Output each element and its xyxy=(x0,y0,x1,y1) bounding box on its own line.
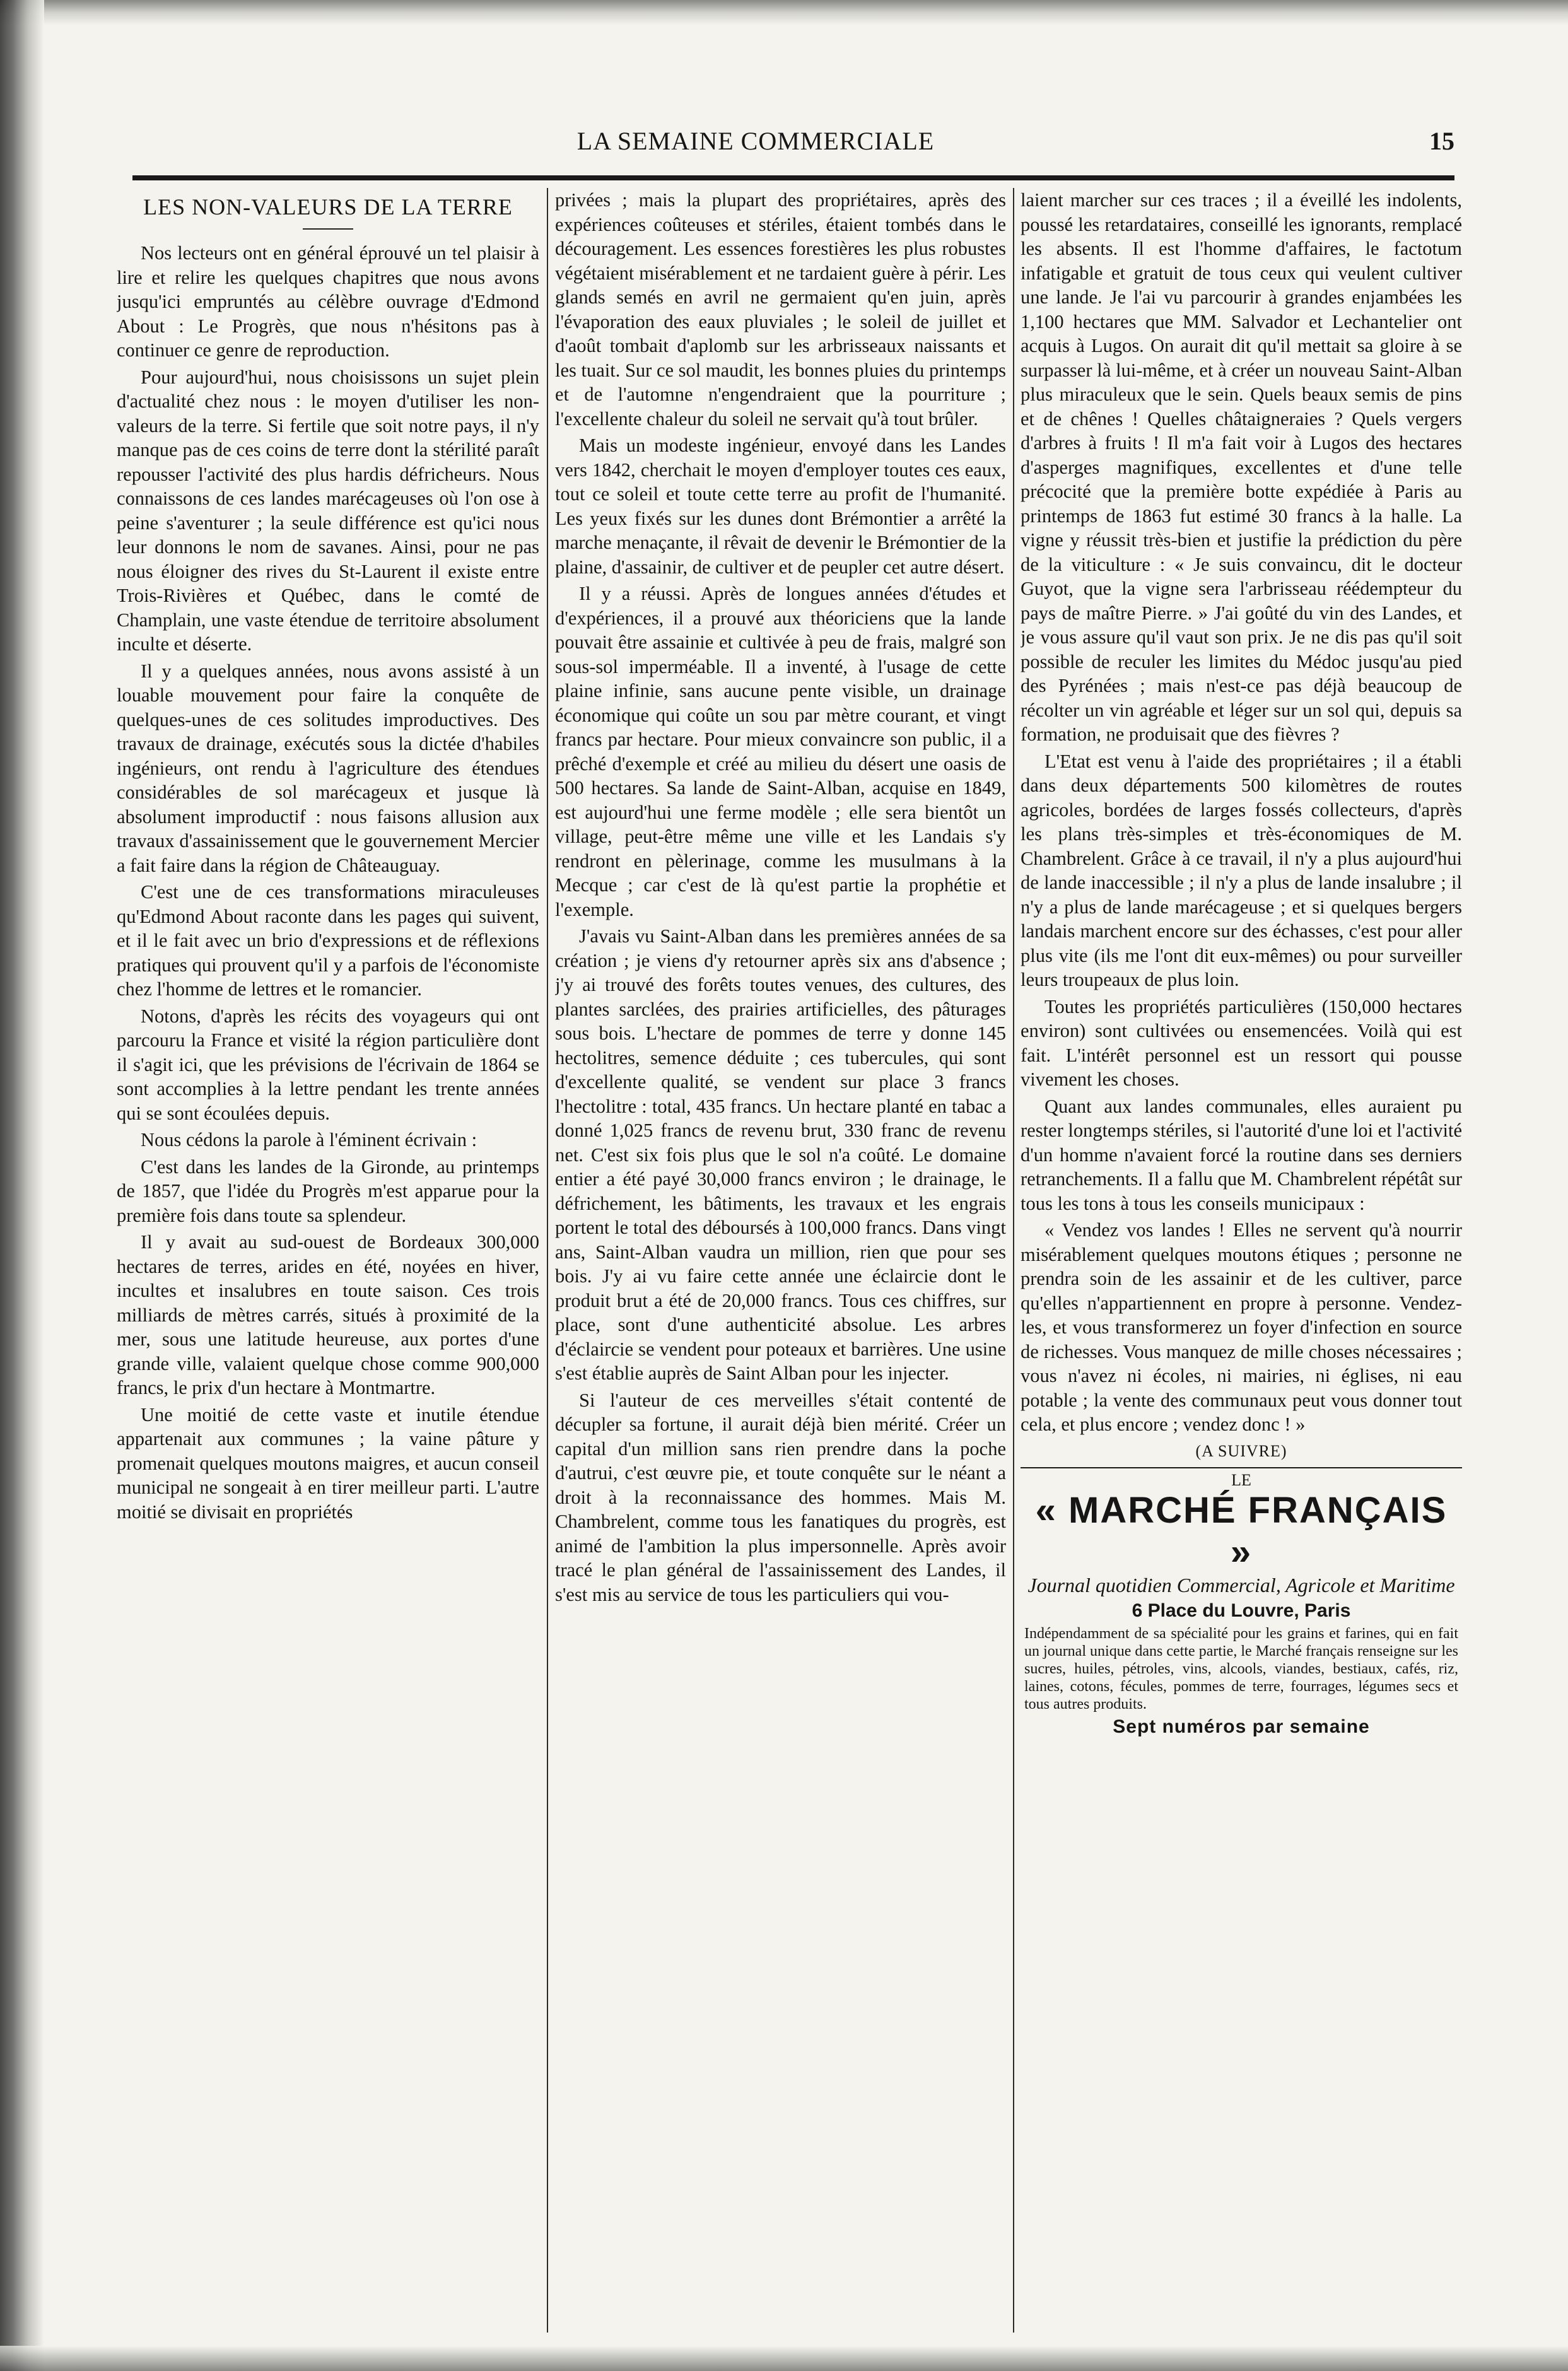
paragraph: J'avais vu Saint-Alban dans les premières années de sa création ; je viens d'y retourner après six ans d'absence ; j'y ai trouvé des forêts toutes venues, des cultures, des plantes sarclées, des prairies artificielles, des pâturages sous bois. L'hectare de pommes de terre y donne 145 hectolitres, semence déduite ; ces tubercules, qui sont d'excellente qualité, se vendent sur place 3 francs l'hectolitre : total, 435 francs. Un hectare planté en tabac a donné 1,025 francs de revenu brut, 330 franc de revenu net. C'est six fois plus que le sol n'a coûté. Le domaine entier a été payé 30,000 francs environ ; le drainage, le défrichement, les bâtiments, les travaux et les engrais portent le total des déboursés à 100,000 francs. Dans vingt ans, Saint-Alban vaudra un million, rien que pour ses bois. J'y ai vu faire cette année une éclaircie dont le produit brut a été de 20,000 francs. Tous ces chiffres, sur place, sont d'une authenticité absolue. Les arbres d'éclaircie se vendent pour poteaux et barrières. Une usine s'est établie auprès de Saint Alban pour les injecter. xyxy=(555,925,1006,1384)
paragraph: Quant aux landes communales, elles auraient pu rester longtemps stériles, si l'autorité d'une loi et l'activité d'un homme n'avaient forcé la routine dans ses derniers retranchements. Il a fallu que M. Chambrelent répétât sur tous les tons à tous les conseils municipaux : xyxy=(1021,1095,1462,1214)
paragraph: Si l'auteur de ces merveilles s'était contenté de décupler sa fortune, il aurait déjà bien mérité. Créer un capital d'un million sans rien prendre dans la poche d'autrui, c'est œuvre pie, et toute conquête sur le néant a droit à la reconnaissance des hommes. Mais M. Chambrelent, comme tous les fanatiques du progrès, est animé de l'ambition la plus impersonnelle. Après avoir tracé le plan général de l'assainissement des Landes, il s'est mis au service de tous les particuliers qui vou- xyxy=(555,1389,1006,1605)
ad-frequency: Sept numéros par semaine xyxy=(1113,1716,1370,1737)
ad-address: 6 Place du Louvre, Paris xyxy=(1132,1600,1351,1621)
advertisement xyxy=(1021,1467,1462,1738)
column-3 xyxy=(1021,188,1462,2345)
publication-title: LA SEMAINE COMMERCIALE xyxy=(576,127,935,155)
column-2 xyxy=(555,188,1006,2345)
paragraph: Mais un modeste ingénieur, envoyé dans les Landes vers 1842, cherchait le moyen d'employer toutes ces eaux, tout ce soleil et toute cette terre au profit de l'humanité. Les yeux fixés sur les dunes dont Brémontier a arrêté la marche menaçante, il rêvait de devenir le Brémontier de la plaine, d'assainir, de cultiver et de peupler cet autre désert. xyxy=(555,435,1006,578)
paragraph: Il y a quelques années, nous avons assisté à un louable mouvement pour faire la conquête de quelques-unes de ces solitudes improductives. Des travaux de drainage, exécutés sous la dictée d'habiles ingénieurs, ont rendu à l'agriculture des étendues considérables de sol marécageux et jusque là absolument improductif : nous faisons allusion aux travaux d'assainissement que le gouvernement Mercier a fait faire dans la région de Châteauguay. xyxy=(117,660,539,876)
ad-article: LE xyxy=(1231,1471,1251,1489)
column-divider xyxy=(547,188,548,2333)
paragraph: Nous cédons la parole à l'éminent écrivain : xyxy=(141,1129,477,1150)
ad-newspaper-name: « MARCHÉ FRANÇAIS » xyxy=(1035,1490,1448,1572)
ad-tagline: Journal quotidien Commercial, Agricole et Maritime xyxy=(1027,1574,1455,1596)
paragraph: L'Etat est venu à l'aide des propriétaires ; il a établi dans deux départements 500 kilomètres de routes agricoles, bordées de larges fossés collecteurs, d'après les plans très-simples et très-économiques de M. Chambrelent. Grâce à ce travail, il n'y a plus aujourd'hui de lande inaccessible ; il n'y a plus de lande insalubre ; il n'y a plus de lande marécageuse ; et si quelques bergers landais marchent encore sur des échasses, c'est pour aller plus vite (ils me l'ont dit eux-mêmes) ou pour surveiller leurs troupeaux de plus loin. xyxy=(1021,750,1462,990)
article-title: LES NON-VALEURS DE LA TERRE xyxy=(143,194,513,220)
paragraph: C'est une de ces transformations miraculeuses qu'Edmond About raconte dans les pages qui suivent, et il le fait avec un brio d'expressions et de réflexions pratiques qui prouvent qu'il y a parfois de l'économiste chez l'homme de lettres et le romancier. xyxy=(117,881,539,1000)
column-divider xyxy=(1013,188,1014,2333)
paragraph: Une moitié de cette vaste et inutile étendue appartenait aux communes ; la vaine pâture y promenait quelques moutons maigres, et aucun conseil municipal ne songeait à en tirer meilleur parti. L'autre moitié se divisait en propriétés xyxy=(117,1403,539,1523)
scan-edge-bottom xyxy=(0,2346,1568,2371)
paragraph: laient marcher sur ces traces ; il a éveillé les indolents, poussé les retardataires, conseillé les ignorants, remplacé les absents. Il est l'homme d'affaires, le factotum infatigable et gratuit de tous ceux qui veulent cultiver une lande. Je l'ai vu parcourir à grandes enjambées les 1,100 hectares que MM. Salvador et Lechantelier ont acquis à Lugos. On aurait dit qu'il mettait sa gloire à se surpasser là lui-même, et à créer un nouveau Saint-Alban plus miraculeux que le sein. Quels beaux semis de pins et de chênes ! Quelles châtaigneraies ? Quels vergers d'arbres à fruits ! Il m'a fait voir à Lugos des hectares d'asperges magnifiques, excellentes et d'une telle précocité que la première botte expédiée à Paris au printemps de 1863 fut estimé 30 francs à la halle. La vigne y réussit très-bien et justifie la prédiction du père de la viticulture : « Je suis convaincu, dit le docteur Guyot, que la vigne sera l'arbrisseau réédempteur du pays de maître Pierre. » J'ai goûté du vin des Landes, et je vous assure qu'il vaut son prix. Je ne dis pas qu'il soit possible de reculer les limites du Médoc jusqu'au pied des Pyrénées ; mais n'est-ce pas déjà beaucoup de récolter un vin agréable et léger sur un sol qui, depuis sa formation, ne produisait que des fièvres ? xyxy=(1021,189,1462,745)
ad-description: Indépendamment de sa spécialité pour les grains et farines, qui en fait un journal unique dans cette partie, le Marché français renseigne sur les sucres, huiles, pétroles, vins, alcools, viandes, bestiaux, cafés, riz, laines, cotons, fécules, pommes de terre, fourrages, légumes secs et tous autres produits. xyxy=(1024,1625,1458,1712)
column-1 xyxy=(117,188,539,2345)
page-number: 15 xyxy=(1429,127,1454,155)
page-header xyxy=(57,126,1454,164)
scan-edge-top xyxy=(0,0,1568,25)
paragraph: Nos lecteurs ont en général éprouvé un tel plaisir à lire et relire les quelques chapitres que nous avons jusqu'ici empruntés au célèbre ouvrage d'Edmond About : Le Progrès, que nous n'hésitons pas à continuer ce genre de reproduction. xyxy=(117,242,539,361)
to-be-continued: (A SUIVRE) xyxy=(1195,1441,1287,1460)
header-rule xyxy=(132,175,1454,180)
paragraph: Toutes les propriétés particulières (150,000 hectares environ) sont cultivées ou ensemencées. Voilà qui est fait. L'intérêt personnel est un ressort qui pousse vivement les choses. xyxy=(1021,995,1462,1090)
scan-edge-left xyxy=(0,0,44,2371)
paragraph: Pour aujourd'hui, nous choisissons un sujet plein d'actualité chez nous : le moyen d'utiliser les non-valeurs de la terre. Si fertile que soit notre pays, il n'y manque pas de ces coins de terre dont la stérilité paraît repousser l'activité des plus hardis défricheurs. Nous connaissons de ces landes marécageuses où l'on ose à peine s'aventurer ; la seule différence est qu'ici nous leur donnons le nom de savanes. Ainsi, pour ne pas nous éloigner des rives du St-Laurent il existe entre Trois-Rivières et Québec, dans le comté de Champlain, une vaste étendue de territoire absolument inculte et déserte. xyxy=(117,366,539,655)
paragraph: Notons, d'après les récits des voyageurs qui ont parcouru la France et visité la région particulière dont il s'agit ici, que les prévisions de l'écrivain de 1864 se sont accomplies à la lettre pendant les trente années qui se sont écoulées depuis. xyxy=(117,1005,539,1124)
paragraph: privées ; mais la plupart des propriétaires, après des expériences coûteuses et stériles, étaient tombés dans le découragement. Les essences forestières les plus robustes végétaient misérablement et ne tardaient guère à périr. Les glands semés en avril ne germaient qu'en juin, après l'évaporation des eaux pluviales ; le soleil de juillet et d'août tombait d'aplomb sur les arbrisseaux naissants et les tuait. Sur ce sol maudit, les bonnes pluies du printemps et de l'automne n'engendraient que la pourriture ; l'excellente chaleur du soleil ne servait qu'à tout brûler. xyxy=(555,189,1006,430)
title-dash xyxy=(303,228,353,230)
paragraph: Il y avait au sud-ouest de Bordeaux 300,000 hectares de terres, arides en été, noyées en hiver, incultes et insalubres en toute saison. Ces trois milliards de mètres carrés, situés à proximité de la mer, sous une latitude heureuse, aux portes d'une grande ville, valaient quelque chose comme 900,000 francs, le prix d'un hectare à Montmartre. xyxy=(117,1231,539,1398)
paragraph: Il y a réussi. Après de longues années d'études et d'expériences, il a prouvé aux théoriciens que la lande pouvait être assainie et cultivée à peu de frais, malgré son sous-sol imperméable. Il a inventé, à l'usage de cette plaine infinie, sans aucune pente visible, un drainage économique qui coûte un sou par mètre courant, et vingt francs par hectare. Pour mieux convaincre son public, il a prêché d'exemple et créé au milieu du désert une oasis de 500 hectares. Sa lande de Saint-Alban, acquise en 1849, est aujourd'hui une ferme modèle ; elle sera bientôt un village, peut-être même une ville et les Landais s'y rendront en pèlerinage, comme les musulmans à la Mecque ; car c'est de là qu'est partie la prophétie et l'exemple. xyxy=(555,583,1006,920)
paragraph: « Vendez vos landes ! Elles ne servent qu'à nourrir misérablement quelques moutons étiques ; personne ne prendra soin de les assainir et de les cultiver, parce qu'elles n'appartiennent en propre à personne. Vendez-les, et vous transformerez un foyer d'infection en source de richesses. Vous manquez de mille choses nécessaires ; vous n'avez ni écoles, ni mairies, ni églises, ni eau potable ; la vente des communaux peut vous donner tout cela, et plus encore ; vendez donc ! » xyxy=(1021,1219,1462,1435)
paragraph: C'est dans les landes de la Gironde, au printemps de 1857, que l'idée du Progrès m'est apparue pour la première fois dans toute sa splendeur. xyxy=(117,1156,539,1226)
